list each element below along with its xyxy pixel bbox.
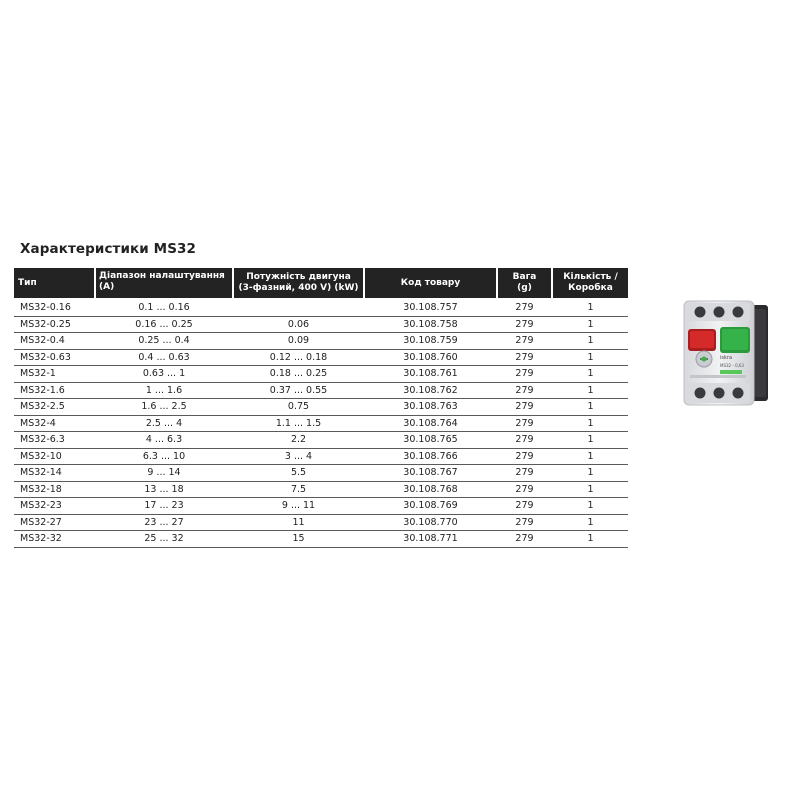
- cell-weight: 279: [515, 483, 534, 495]
- cell-weight: 279: [515, 500, 534, 511]
- cell-range: 13 ... 18: [144, 483, 184, 495]
- cell-type: MS32-18: [20, 483, 62, 495]
- table-row: [14, 383, 628, 400]
- cell-power: 2.2: [290, 434, 307, 445]
- cell-power: 9 ... 11: [281, 500, 316, 511]
- table-row: [14, 465, 628, 482]
- cell-range: 2.5 ... 4: [145, 417, 183, 429]
- cell-weight: 279: [515, 467, 534, 478]
- cell-weight: 279: [515, 384, 534, 396]
- table-row: [14, 498, 628, 515]
- cell-power: 7.5: [290, 483, 307, 495]
- header-type-label: Тип: [18, 277, 37, 288]
- cell-type: MS32-14: [20, 467, 62, 478]
- cell-code: 30.108.759: [403, 335, 458, 346]
- cell-qty: 1: [587, 533, 594, 544]
- cell-qty: 1: [587, 450, 594, 462]
- cell-weight: 279: [515, 318, 534, 330]
- cell-range: 9 ... 14: [147, 467, 181, 478]
- cell-range: 0.25 ... 0.4: [138, 335, 190, 346]
- cell-range: 4 ... 6.3: [145, 434, 183, 445]
- cell-qty: 1: [587, 335, 594, 346]
- table-row: [14, 300, 628, 317]
- cell-weight: 279: [515, 368, 534, 379]
- brand-label: iskra: [720, 355, 733, 361]
- table-row: [14, 317, 628, 334]
- cell-qty: 1: [587, 368, 594, 379]
- cell-power: 1.1 ... 1.5: [275, 417, 322, 429]
- cell-qty: 1: [587, 302, 594, 313]
- cell-code: 30.108.769: [403, 500, 458, 511]
- cell-range: 6.3 ... 10: [142, 450, 186, 462]
- cell-qty: 1: [587, 417, 594, 429]
- cell-weight: 279: [515, 335, 534, 346]
- table-row: [14, 432, 628, 449]
- cell-range: 25 ... 32: [144, 533, 184, 544]
- cell-power: 5.5: [290, 467, 307, 478]
- header-range: [96, 268, 232, 298]
- cell-code: 30.108.760: [403, 351, 458, 363]
- header-code-label: Код товару: [400, 277, 461, 288]
- cell-type: MS32-0.63: [20, 351, 71, 363]
- cell-weight: 279: [515, 401, 534, 412]
- cell-power: 11: [292, 516, 305, 528]
- cell-type: MS32-0.25: [20, 318, 71, 330]
- header-type: [14, 268, 94, 298]
- table-row: [14, 366, 628, 383]
- cell-code: 30.108.767: [403, 467, 458, 478]
- cell-code: 30.108.761: [403, 368, 458, 379]
- cell-power: 0.75: [287, 401, 310, 412]
- cell-qty: 1: [587, 516, 594, 528]
- table-header: [0, 268, 800, 298]
- cell-type: MS32-23: [20, 500, 62, 511]
- cell-qty: 1: [587, 351, 594, 363]
- cell-code: 30.108.770: [403, 516, 458, 528]
- table-row: [14, 515, 628, 532]
- cell-qty: 1: [587, 483, 594, 495]
- header-range-line1: Діапазон налаштування: [99, 271, 225, 281]
- cell-weight: 279: [515, 450, 534, 462]
- header-qty-line1: Кількість /: [563, 272, 618, 282]
- cell-type: MS32-4: [20, 417, 56, 429]
- cell-power: 3 ... 4: [284, 450, 313, 462]
- header-weight-line1: Вага: [512, 272, 537, 282]
- cell-type: MS32-10: [20, 450, 62, 462]
- motor-protection-switch-icon: [680, 297, 772, 409]
- table-row: [14, 482, 628, 499]
- cell-type: MS32-27: [20, 516, 62, 528]
- cell-code: 30.108.771: [403, 533, 458, 544]
- cell-qty: 1: [587, 434, 594, 445]
- table-row: [14, 399, 628, 416]
- header-range-line2: (A): [99, 282, 115, 292]
- table-row: [14, 531, 628, 548]
- cell-qty: 1: [587, 384, 594, 396]
- cell-range: 0.4 ... 0.63: [138, 351, 190, 363]
- cell-weight: 279: [515, 516, 534, 528]
- cell-power: 0.09: [287, 335, 310, 346]
- table-row: [14, 350, 628, 367]
- cell-weight: 279: [515, 533, 534, 544]
- cell-power: 0.06: [287, 318, 310, 330]
- table-row: [14, 333, 628, 350]
- cell-range: 0.63 ... 1: [142, 368, 186, 379]
- cell-range: 0.1 ... 0.16: [138, 302, 190, 313]
- cell-weight: 279: [515, 434, 534, 445]
- cell-code: 30.108.763: [403, 401, 458, 412]
- header-power-line1: Потужність двигуна: [246, 272, 351, 282]
- cell-code: 30.108.766: [403, 450, 458, 462]
- cell-type: MS32-1: [20, 368, 56, 379]
- cell-qty: 1: [587, 500, 594, 511]
- table-body: [14, 300, 628, 548]
- cell-power: 15: [292, 533, 305, 544]
- table-title: Характеристики MS32: [20, 241, 197, 257]
- cell-code: 30.108.768: [403, 483, 458, 495]
- header-power: [234, 268, 363, 298]
- model-label: MS32 - 0,63: [720, 363, 744, 368]
- cell-code: 30.108.764: [403, 417, 458, 429]
- cell-code: 30.108.765: [403, 434, 458, 445]
- cell-power: 0.37 ... 0.55: [269, 384, 328, 396]
- cell-type: MS32-0.4: [20, 335, 65, 346]
- table-row: [14, 416, 628, 433]
- cell-range: 17 ... 23: [144, 500, 184, 511]
- cell-range: 23 ... 27: [144, 516, 184, 528]
- cell-type: MS32-32: [20, 533, 62, 544]
- cell-weight: 279: [515, 302, 534, 313]
- header-weight-line2: (g): [517, 283, 532, 293]
- cell-type: MS32-0.16: [20, 302, 71, 313]
- cell-power: 0.12 ... 0.18: [269, 351, 328, 363]
- header-qty: [553, 268, 628, 298]
- cell-qty: 1: [587, 401, 594, 412]
- cell-range: 0.16 ... 0.25: [135, 318, 193, 330]
- header-code: [365, 268, 496, 298]
- cell-code: 30.108.758: [403, 318, 458, 330]
- cell-type: MS32-2.5: [20, 401, 65, 412]
- cell-power: 0.18 ... 0.25: [269, 368, 328, 379]
- cell-code: 30.108.762: [403, 384, 458, 396]
- cell-weight: 279: [515, 417, 534, 429]
- cell-type: MS32-6.3: [20, 434, 65, 445]
- cell-weight: 279: [515, 351, 534, 363]
- cell-type: MS32-1.6: [20, 384, 65, 396]
- cell-code: 30.108.757: [403, 302, 458, 313]
- cell-range: 1 ... 1.6: [145, 384, 183, 396]
- table-row: [14, 449, 628, 466]
- cell-qty: 1: [587, 318, 594, 330]
- header-power-line2: (3-фазний, 400 V) (kW): [238, 283, 359, 293]
- cell-qty: 1: [587, 467, 594, 478]
- header-qty-line2: Коробка: [568, 283, 613, 293]
- cell-range: 1.6 ... 2.5: [141, 401, 187, 412]
- motor-protection-switch-image: [680, 297, 772, 409]
- header-weight: [498, 268, 551, 298]
